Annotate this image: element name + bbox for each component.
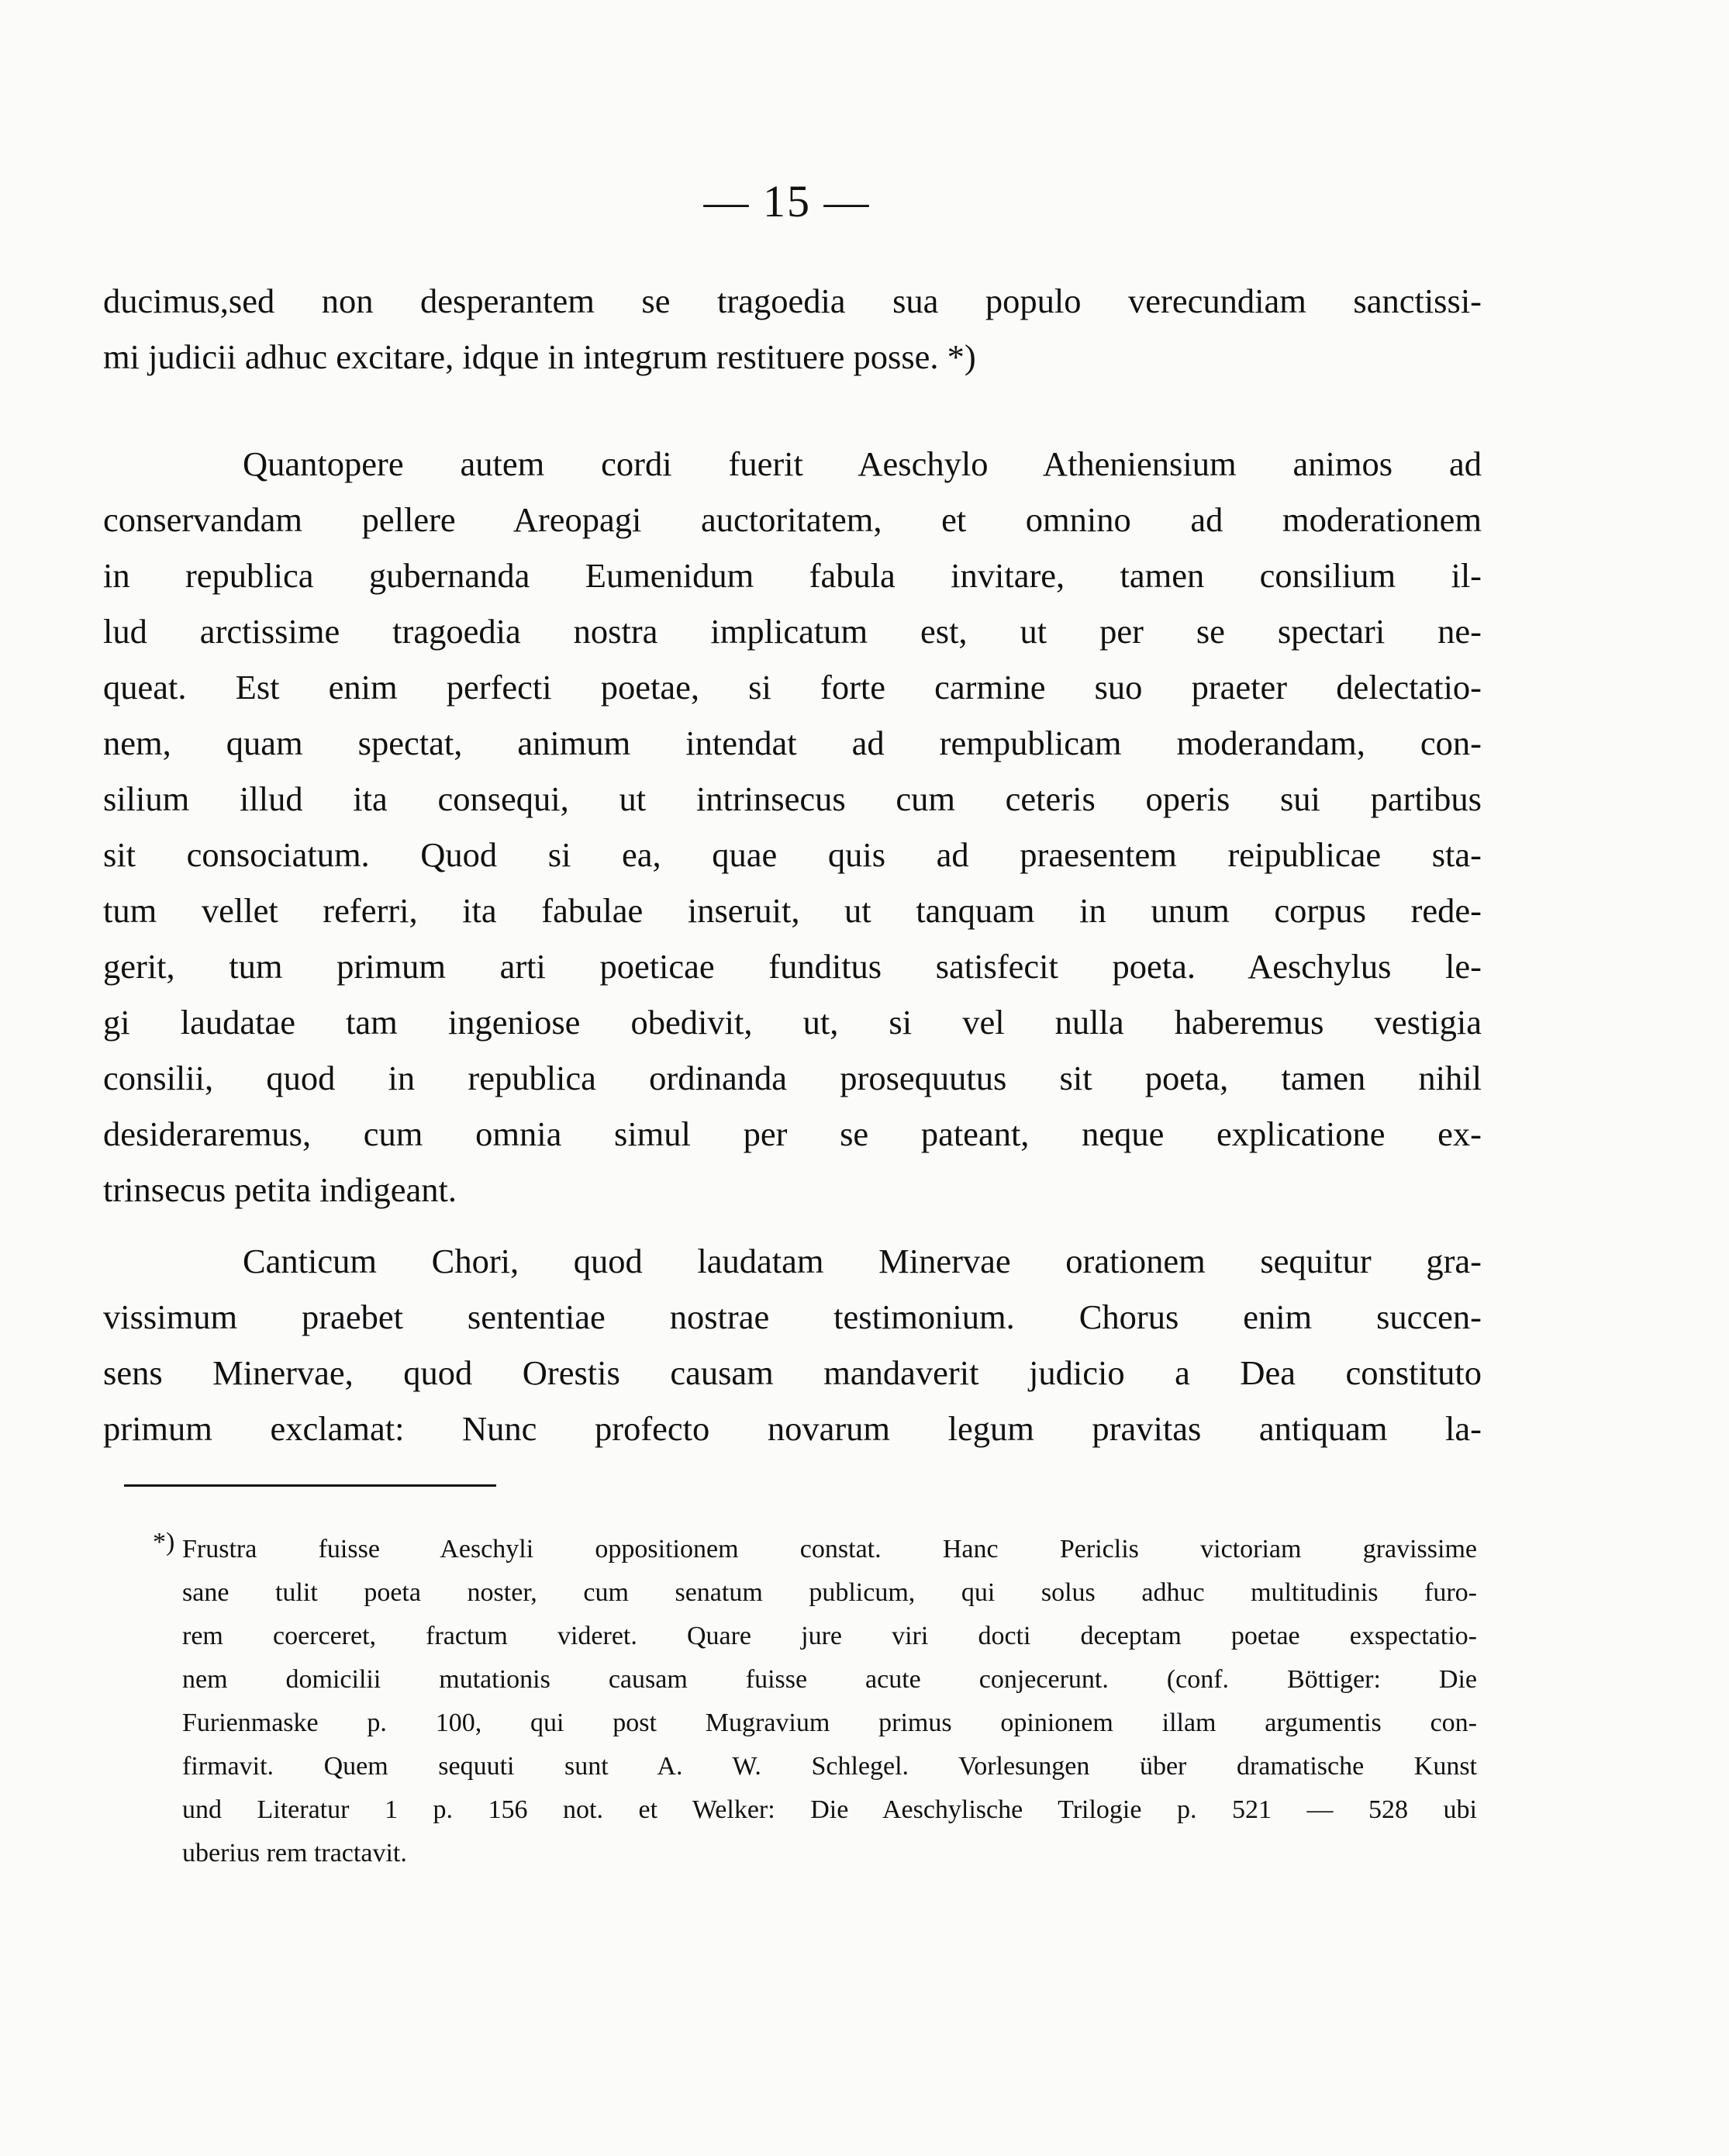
footnote-line: Frustra fuisse Aeschyli oppositionem constat. Hanc Periclis victoriam gravissime (182, 1535, 1477, 1563)
paragraph-3 (103, 1233, 1482, 1456)
text-line: silium illud ita consequi, ut intrinsecus cum ceteris operis sui partibus (103, 779, 1482, 818)
text-line: mi judicii adhuc excitare, idque in integrum restituere posse. *) (103, 337, 976, 376)
page-number: — 15 — (703, 176, 871, 226)
text-line: trinsecus petita indigeant. (103, 1170, 457, 1209)
text-line: sit consociatum. Quod si ea, quae quis ad praesentem reipublicae sta- (103, 835, 1482, 874)
text-line: lud arctissime tragoedia nostra implicatum est, ut per se spectari ne- (103, 612, 1482, 651)
text-line: vissimum praebet sententiae nostrae testimonium. Chorus enim succen- (103, 1297, 1482, 1336)
text-line: tum vellet referri, ita fabulae inseruit, ut tanquam in unum corpus rede- (103, 891, 1482, 930)
text-line: conservandam pellere Areopagi auctoritatem, et omnino ad moderationem (103, 500, 1482, 539)
footnote-line: sane tulit poeta noster, cum senatum publicum, qui solus adhuc multitudinis furo- (182, 1578, 1477, 1607)
footnote-line: firmavit. Quem sequuti sunt A. W. Schlegel. Vorlesungen über dramatische Kunst (182, 1752, 1477, 1781)
text-line: gerit, tum primum arti poeticae funditus satisfecit poeta. Aeschylus le- (103, 947, 1482, 986)
text-line: Canticum Chori, quod laudatam Minervae orationem sequitur gra- (243, 1242, 1482, 1280)
text-line: primum exclamat: Nunc profecto novarum legum pravitas antiquam la- (103, 1409, 1482, 1448)
text-line: sens Minervae, quod Orestis causam mandaverit judicio a Dea constituto (103, 1353, 1482, 1392)
footnote-line: Furienmaske p. 100, qui post Mugravium primus opinionem illam argumentis con- (182, 1709, 1477, 1737)
footnote-line: uberius rem tractavit. (182, 1839, 407, 1867)
text-line: in republica gubernanda Eumenidum fabula invitare, tamen consilium il- (103, 556, 1482, 595)
text-line: nem, quam spectat, animum intendat ad rempublicam moderandam, con- (103, 724, 1482, 762)
paragraph-2 (103, 436, 1482, 1218)
text-line: consilii, quod in republica ordinanda prosequutus sit poeta, tamen nihil (103, 1059, 1482, 1097)
text-line: queat. Est enim perfecti poetae, si forte carmine suo praeter delectatio- (103, 668, 1482, 707)
footnote-marker: *) (153, 1528, 175, 1557)
footnote-line: nem domicilii mutationis causam fuisse acute conjecerunt. (conf. Böttiger: Die (182, 1665, 1477, 1694)
text-line: Quantopere autem cordi fuerit Aeschylo Atheniensium animos ad (243, 444, 1482, 483)
text-line: gi laudatae tam ingeniose obedivit, ut, si vel nulla haberemus vestigia (103, 1003, 1482, 1042)
footnote-divider (124, 1484, 496, 1487)
footnote-line: und Literatur 1 p. 156 not. et Welker: Die Aeschylische Trilogie p. 521 — 528 ubi (182, 1795, 1477, 1824)
paragraph-1 (103, 273, 1482, 385)
text-line: desideraremus, cum omnia simul per se pateant, neque explicatione ex- (103, 1114, 1482, 1153)
footnote-line: rem coerceret, fractum videret. Quare jure viri docti deceptam poetae exspectatio- (182, 1622, 1477, 1650)
text-line: ducimus,sed non desperantem se tragoedia sua populo verecundiam sanctissi- (103, 282, 1482, 320)
footnote (153, 1528, 1477, 1875)
